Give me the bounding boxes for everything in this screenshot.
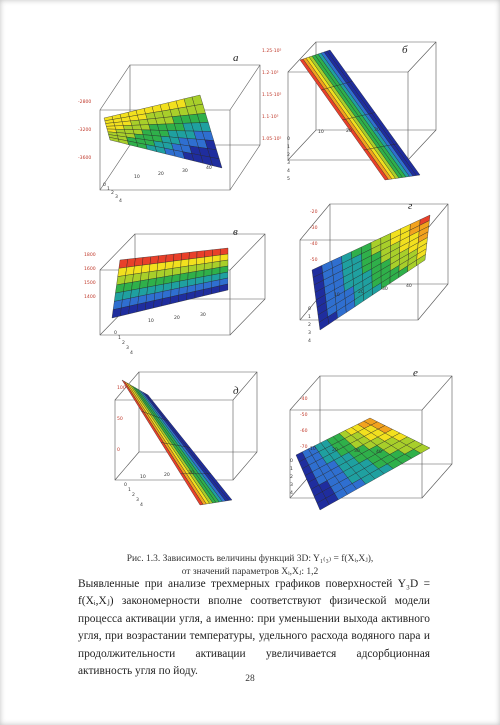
panel-label-b: б — [402, 44, 408, 56]
panel-d-box-edge — [115, 452, 139, 480]
panel-v-surface-cell — [166, 254, 174, 262]
panel-e-tick-label: -50 — [300, 413, 308, 418]
panel-g-tick-label: 30 — [382, 287, 388, 292]
panel-v-surface-cell — [197, 257, 205, 265]
panel-v-surface-cell — [181, 252, 189, 260]
panel-v-tick-label: 1 — [118, 336, 121, 341]
panel-v-tick-label: 1500 — [84, 281, 96, 286]
panel-v-surface-cell — [158, 255, 167, 263]
panel-a-box-edge — [230, 65, 260, 110]
panel-d-tick-label: 100 — [117, 386, 126, 391]
panel-v-surface-cell — [134, 265, 143, 274]
panel-g-tick-label: 1 — [308, 315, 311, 320]
panel-v-tick-label: 2 — [122, 341, 125, 346]
panel-v-tick-label: 30 — [200, 313, 206, 318]
panel-g-tick-label: 20 — [358, 290, 364, 295]
panel-e-tick-label: 40 — [376, 450, 382, 455]
panel-v-surface-cell — [197, 251, 205, 259]
panel-d-tick-label: 0 — [124, 483, 127, 488]
panel-v-box-edge — [230, 234, 265, 270]
panel-a-box-edge — [230, 145, 260, 190]
panel-a-tick-label: -2800 — [78, 100, 92, 105]
panel-v-tick-label: 1800 — [84, 253, 96, 258]
panel-d-tick-label: 0 — [117, 448, 120, 453]
panel-e-tick-label: 2 — [290, 475, 293, 480]
panel-a-tick-label: -3200 — [78, 128, 92, 133]
panel-e-box-edge — [422, 464, 452, 498]
panel-b-box-edge — [408, 130, 436, 160]
panel-d-tick-label: 20 — [164, 473, 170, 478]
panel-d-tick-label: 1 — [128, 488, 131, 493]
panel-e-box-edge — [422, 376, 452, 410]
panel-a-tick-label: 1 — [107, 187, 110, 192]
panel-v-box-edge — [230, 299, 265, 335]
panel-v-tick-label: 10 — [148, 319, 154, 324]
panel-d-tick-label: 10 — [140, 475, 146, 480]
panel-b-tick-label: 20 — [346, 129, 352, 134]
panel-v-surface-cell — [134, 257, 143, 266]
panel-e-tick-label: 0 — [290, 459, 293, 464]
panel-b-tick-label: 1.25·10⁵ — [262, 49, 282, 54]
panel-a-surface-cell — [122, 121, 132, 126]
panel-a-tick-label: 20 — [158, 172, 164, 177]
panel-b-tick-label: 4 — [287, 169, 290, 174]
panel-b-tick-label: 1.2·10⁵ — [262, 71, 279, 76]
panel-v-tick-label: 1600 — [84, 267, 96, 272]
panel-v-surface-cell — [189, 251, 197, 259]
panel-e-tick-label: 3 — [290, 483, 293, 488]
panel-e-tick-label: 10 — [310, 447, 316, 452]
panel-a-tick-label: 2 — [111, 191, 114, 196]
panel-b-box-edge — [408, 42, 436, 72]
panel-b-tick-label: 1.1·10⁵ — [262, 115, 279, 120]
panel-v-surface-cell — [173, 253, 181, 261]
panel-b-tick-label: 1.05·10⁵ — [262, 137, 282, 142]
panel-b-tick-label: 0 — [287, 137, 290, 142]
panel-a-surface-cell — [123, 125, 133, 129]
figure-caption-line2: от значений параметров Xᵢ,Xⱼ: 1,2 — [181, 567, 319, 577]
panel-d-tick-label: 50 — [117, 417, 123, 422]
panel-label-e: е — [413, 367, 418, 379]
panel-e-tick-label: -70 — [300, 445, 308, 450]
panel-e-tick-label: 4 — [290, 491, 293, 496]
panel-e-tick-label: 20 — [332, 448, 338, 453]
panel-b-tick-label: 30 — [374, 128, 380, 133]
panel-v-tick-label: 0 — [114, 331, 117, 336]
panel-g-tick-label: 2 — [308, 323, 311, 328]
panel-a-tick-label: 40 — [206, 166, 212, 171]
panel-g-tick-label: 4 — [308, 339, 311, 344]
panel-v-surface-cell — [119, 259, 128, 268]
panel-g-tick-label: -20 — [310, 210, 318, 215]
panel-a-surface-cell — [210, 157, 222, 168]
panel-e-tick-label: -60 — [300, 429, 308, 434]
panel-g-tick-label: 40 — [406, 284, 412, 289]
panel-a-tick-label: -3600 — [78, 156, 92, 161]
panel-label-a: а — [233, 52, 239, 64]
panel-v-surface-cell — [157, 262, 166, 271]
panel-a-surface-cell — [132, 125, 142, 130]
panel-d-tick-label: 30 — [188, 471, 194, 476]
panel-v-tick-label: 1400 — [84, 295, 96, 300]
panel-b-tick-label: 3 — [287, 161, 290, 166]
panel-g-tick-label: 10 — [334, 293, 340, 298]
panel-e-box-edge — [290, 376, 320, 410]
panel-a-surface-cell — [131, 120, 141, 125]
panel-label-g: г — [408, 200, 413, 212]
panel-label-d: д — [233, 385, 239, 397]
panel-v-surface-cell — [141, 264, 150, 273]
panel-e-tick-label: 1 — [290, 467, 293, 472]
panel-b-tick-label: 10 — [318, 130, 324, 135]
panel-g-tick-label: 3 — [308, 331, 311, 336]
panel-b-box-edge — [288, 130, 316, 160]
panel-a-tick-label: 3 — [115, 195, 118, 200]
panel-a-surface-cell — [114, 122, 124, 126]
panel-d-box-edge — [233, 452, 257, 480]
panel-v-surface-cell — [212, 249, 220, 256]
panel-v-surface-cell — [142, 257, 151, 266]
panel-a-surface-cell — [106, 126, 115, 129]
panel-g-box-edge — [418, 284, 448, 320]
panel-a-tick-label: 10 — [134, 175, 140, 180]
panel-v-surface-cell — [220, 248, 228, 255]
panel-b-tick-label: 2 — [287, 153, 290, 158]
page-number: 28 — [245, 674, 255, 684]
panel-v-surface-cell — [127, 258, 136, 267]
panel-e-tick-label: -40 — [300, 397, 308, 402]
panel-v-tick-label: 20 — [174, 316, 180, 321]
panel-b-tick-label: 1.15·10⁵ — [262, 93, 282, 98]
panel-a-tick-label: 30 — [182, 169, 188, 174]
panel-e-tick-label: 30 — [354, 449, 360, 454]
panel-v-surface-cell — [149, 263, 158, 272]
panel-v-tick-label: 4 — [130, 351, 133, 356]
panel-a-surface-cell — [115, 126, 125, 130]
figure-caption-line1: Рис. 1.3. Зависимость величины функций 3D: Y₁₍₃₎ = f(Xᵢ,Xⱼ), — [126, 554, 374, 564]
panel-b-tick-label: 5 — [287, 177, 290, 182]
panel-g-tick-label: -40 — [310, 242, 318, 247]
panel-a-tick-label: 4 — [119, 199, 122, 204]
panel-a-tick-label: 0 — [103, 183, 106, 188]
panel-d-tick-label: 3 — [136, 498, 139, 503]
panel-b-tick-label: 1 — [287, 145, 290, 150]
panel-g-tick-label: -50 — [310, 258, 318, 263]
panel-a-box-edge — [100, 65, 130, 110]
panel-v-surface-cell — [126, 266, 135, 275]
panel-v-surface-cell — [150, 256, 159, 265]
panel-label-v: в — [233, 226, 238, 238]
panel-g-tick-label: -30 — [310, 226, 318, 231]
panel-g-tick-label: 0 — [308, 307, 311, 312]
panel-d-tick-label: 4 — [140, 503, 143, 508]
panel-v-surface-cell — [118, 267, 127, 276]
panel-a-surface-cell — [140, 125, 150, 130]
panel-v-tick-label: 3 — [126, 346, 129, 351]
panel-d-tick-label: 2 — [132, 493, 135, 498]
body-paragraph: Выявленные при анализе трехмерных графиков поверхностей Y₃D = f(Xᵢ,Xⱼ) закономерности вполне соответствуют физической модели процесса активации угля, а именно: при уменьшении выхода активного угля, при возрастании температуры, удельного расхода водяного пара и продолжительности активации увеличивается адсорбционная активность угля по йоду. — [78, 578, 430, 678]
